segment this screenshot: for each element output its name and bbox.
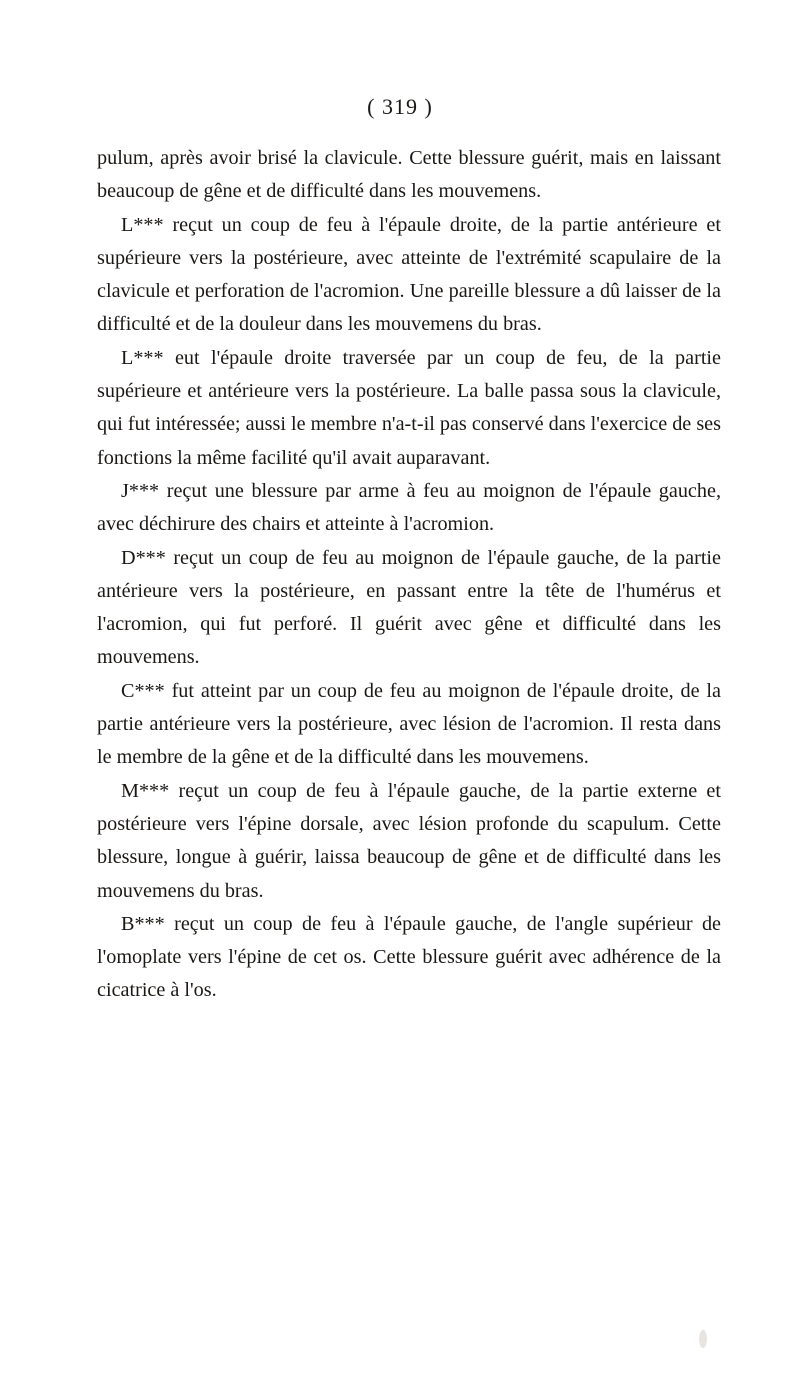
paragraph-case-c: C*** fut atteint par un coup de feu au moignon de l'épaule droite, de la partie antérieure vers la postérieure, avec lésion de l'acromion. Il resta dans le membre de la gêne et de la difficulté dans les mouvemens. — [97, 679, 721, 769]
body-text — [97, 142, 721, 1008]
paragraph-case-l2: L*** eut l'épaule droite traversée par un coup de feu, de la partie supérieure et antérieure vers la postérieure. La balle passa sous la clavicule, qui fut intéressée; aussi le membre n'a-t-il pas conservé dans l'exercice de ses fonctions la même facilité qu'il avait auparavant. — [97, 346, 721, 469]
paper-stain — [699, 1330, 707, 1348]
paragraph-case-l1: L*** reçut un coup de feu à l'épaule droite, de la partie antérieure et supérieure vers la postérieure, avec atteinte de l'extrémité scapulaire de la clavicule et perforation de l'acromion. Une pareille blessure a dû laisser de la difficulté et de la douleur dans les mouvemens du bras. — [97, 213, 721, 336]
paragraph-continuation: pulum, après avoir brisé la clavicule. Cette blessure guérit, mais en laissant beaucoup de gêne et de difficulté dans les mouvemens. — [97, 147, 721, 203]
paragraph-case-b: B*** reçut un coup de feu à l'épaule gauche, de l'angle supérieur de l'omoplate vers l'épine de cet os. Cette blessure guérit avec adhérence de la cicatrice à l'os. — [97, 912, 721, 1002]
paragraph-case-d: D*** reçut un coup de feu au moignon de l'épaule gauche, de la partie antérieure vers la postérieure, en passant entre la tête de l'humérus et l'acromion, qui fut perforé. Il guérit avec gêne et difficulté dans les mouvemens. — [97, 546, 721, 669]
paragraph-case-j: J*** reçut une blessure par arme à feu au moignon de l'épaule gauche, avec déchirure des chairs et atteinte à l'acromion. — [97, 479, 721, 536]
page-number: ( 319 ) — [367, 94, 433, 119]
paragraph-case-m: M*** reçut un coup de feu à l'épaule gauche, de la partie externe et postérieure vers l'épine dorsale, avec lésion profonde du scapulum. Cette blessure, longue à guérir, laissa beaucoup de gêne et de difficulté dans les mouvemens du bras. — [97, 779, 721, 902]
